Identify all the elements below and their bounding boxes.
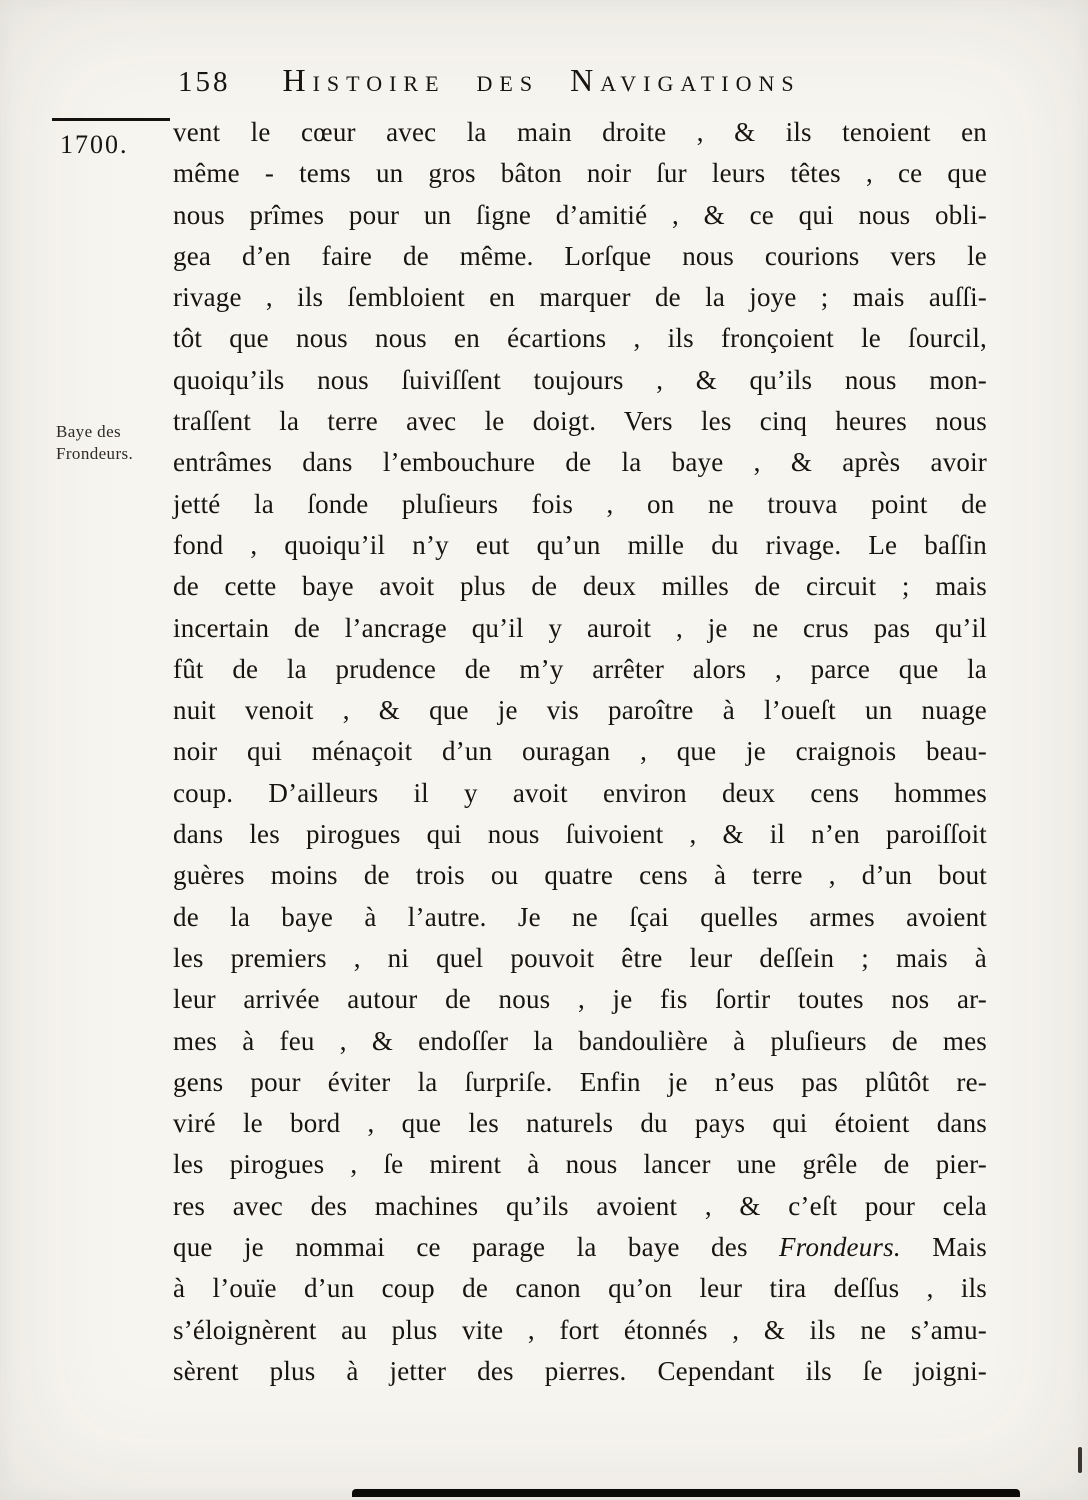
text-line: fond , quoiqu’il n’y eut qu’un mille du rivage. Le baſſin <box>173 529 987 560</box>
text-line: jetté la ſonde pluſieurs fois , on ne trouva point de <box>173 488 987 519</box>
text-line: fût de la prudence de m’y arrêter alors , parce que la <box>173 653 987 684</box>
scan-artifact-right <box>1078 1447 1082 1473</box>
text-line: dans les pirogues qui nous ſuivoient , & il n’en paroiſſoit <box>173 819 987 850</box>
scan-artifact-bottom <box>352 1489 1020 1497</box>
text-line: viré le bord , que les naturels du pays qui étoient dans <box>173 1108 987 1139</box>
text-line: vent le cœur avec la main droite , & ils tenoient en <box>173 117 987 147</box>
text-line: quoiqu’ils nous ſuiviſſent toujours , & qu’ils nous mon- <box>173 364 987 395</box>
running-head <box>178 62 990 99</box>
text-line: tôt que nous nous en écartions , ils fronçoient le ſourcil, <box>173 323 987 354</box>
text-line: de cette baye avoit plus de deux milles de circuit ; mais <box>173 571 987 602</box>
text-line: guères moins de trois ou quatre cens à terre , d’un bout <box>173 860 987 891</box>
text-line: nous prîmes pour un ſigne d’amitié , & ce qui nous obli- <box>173 199 987 230</box>
text-line: de la baye à l’autre. Je ne ſçai quelles armes avoient <box>173 901 987 932</box>
body-text-block <box>173 112 987 1392</box>
text-line: même - tems un gros bâton noir ſur leurs têtes , ce que <box>173 158 987 189</box>
text-line: mes à feu , & endoſſer la bandoulière à pluſieurs de mes <box>173 1025 987 1056</box>
margin-year-label: 1700. <box>60 130 129 159</box>
text-line: gens pour éviter la ſurpriſe. Enfin je n’eus pas plûtôt re- <box>173 1066 987 1097</box>
text-line: noir qui ménaçoit d’un ouragan , que je craignois beau- <box>173 736 987 767</box>
text-line: entrâmes dans l’embouchure de la baye , & après avoir <box>173 447 987 478</box>
text-line: sèrent plus à jetter des pierres. Cependant ils ſe joigni- <box>173 1355 987 1386</box>
text-line: que je nommai ce parage la baye des Frondeurs. Mais <box>173 1232 987 1263</box>
text-line: s’éloignèrent au plus vite , fort étonnés , & ils ne s’amu- <box>173 1314 987 1345</box>
text-line: gea d’en faire de même. Lorſque nous courions vers le <box>173 240 987 271</box>
margin-note-line: Frondeurs. <box>56 444 134 463</box>
text-line: res avec des machines qu’ils avoient , & c’eſt pour cela <box>173 1190 987 1221</box>
running-title: Histoire des Navigations <box>282 62 801 98</box>
text-line: incertain de l’ancrage qu’il y auroit , je ne crus pas qu’il <box>173 612 987 643</box>
text-line: à l’ouïe d’un coup de canon qu’on leur tira deſſus , ils <box>173 1273 987 1304</box>
margin-note-line: Baye des <box>56 422 122 441</box>
margin-rule <box>52 118 170 121</box>
margin-side-note <box>56 421 133 465</box>
text-line: nuit venoit , & que je vis paroître à l’oueſt un nuage <box>173 695 987 726</box>
text-line: leur arrivée autour de nous , je fis ſortir toutes nos ar- <box>173 984 987 1015</box>
text-line: traſſent la terre avec le doigt. Vers les cinq heures nous <box>173 406 987 437</box>
text-line: coup. D’ailleurs il y avoit environ deux cens hommes <box>173 777 987 808</box>
text-line: les pirogues , ſe mirent à nous lancer une grêle de pier- <box>173 1149 987 1180</box>
text-line: les premiers , ni quel pouvoit être leur deſſein ; mais à <box>173 942 987 973</box>
page-number: 158 <box>178 66 231 98</box>
text-line: rivage , ils ſembloient en marquer de la joye ; mais auſſi- <box>173 282 987 313</box>
margin-year-note <box>52 118 172 160</box>
